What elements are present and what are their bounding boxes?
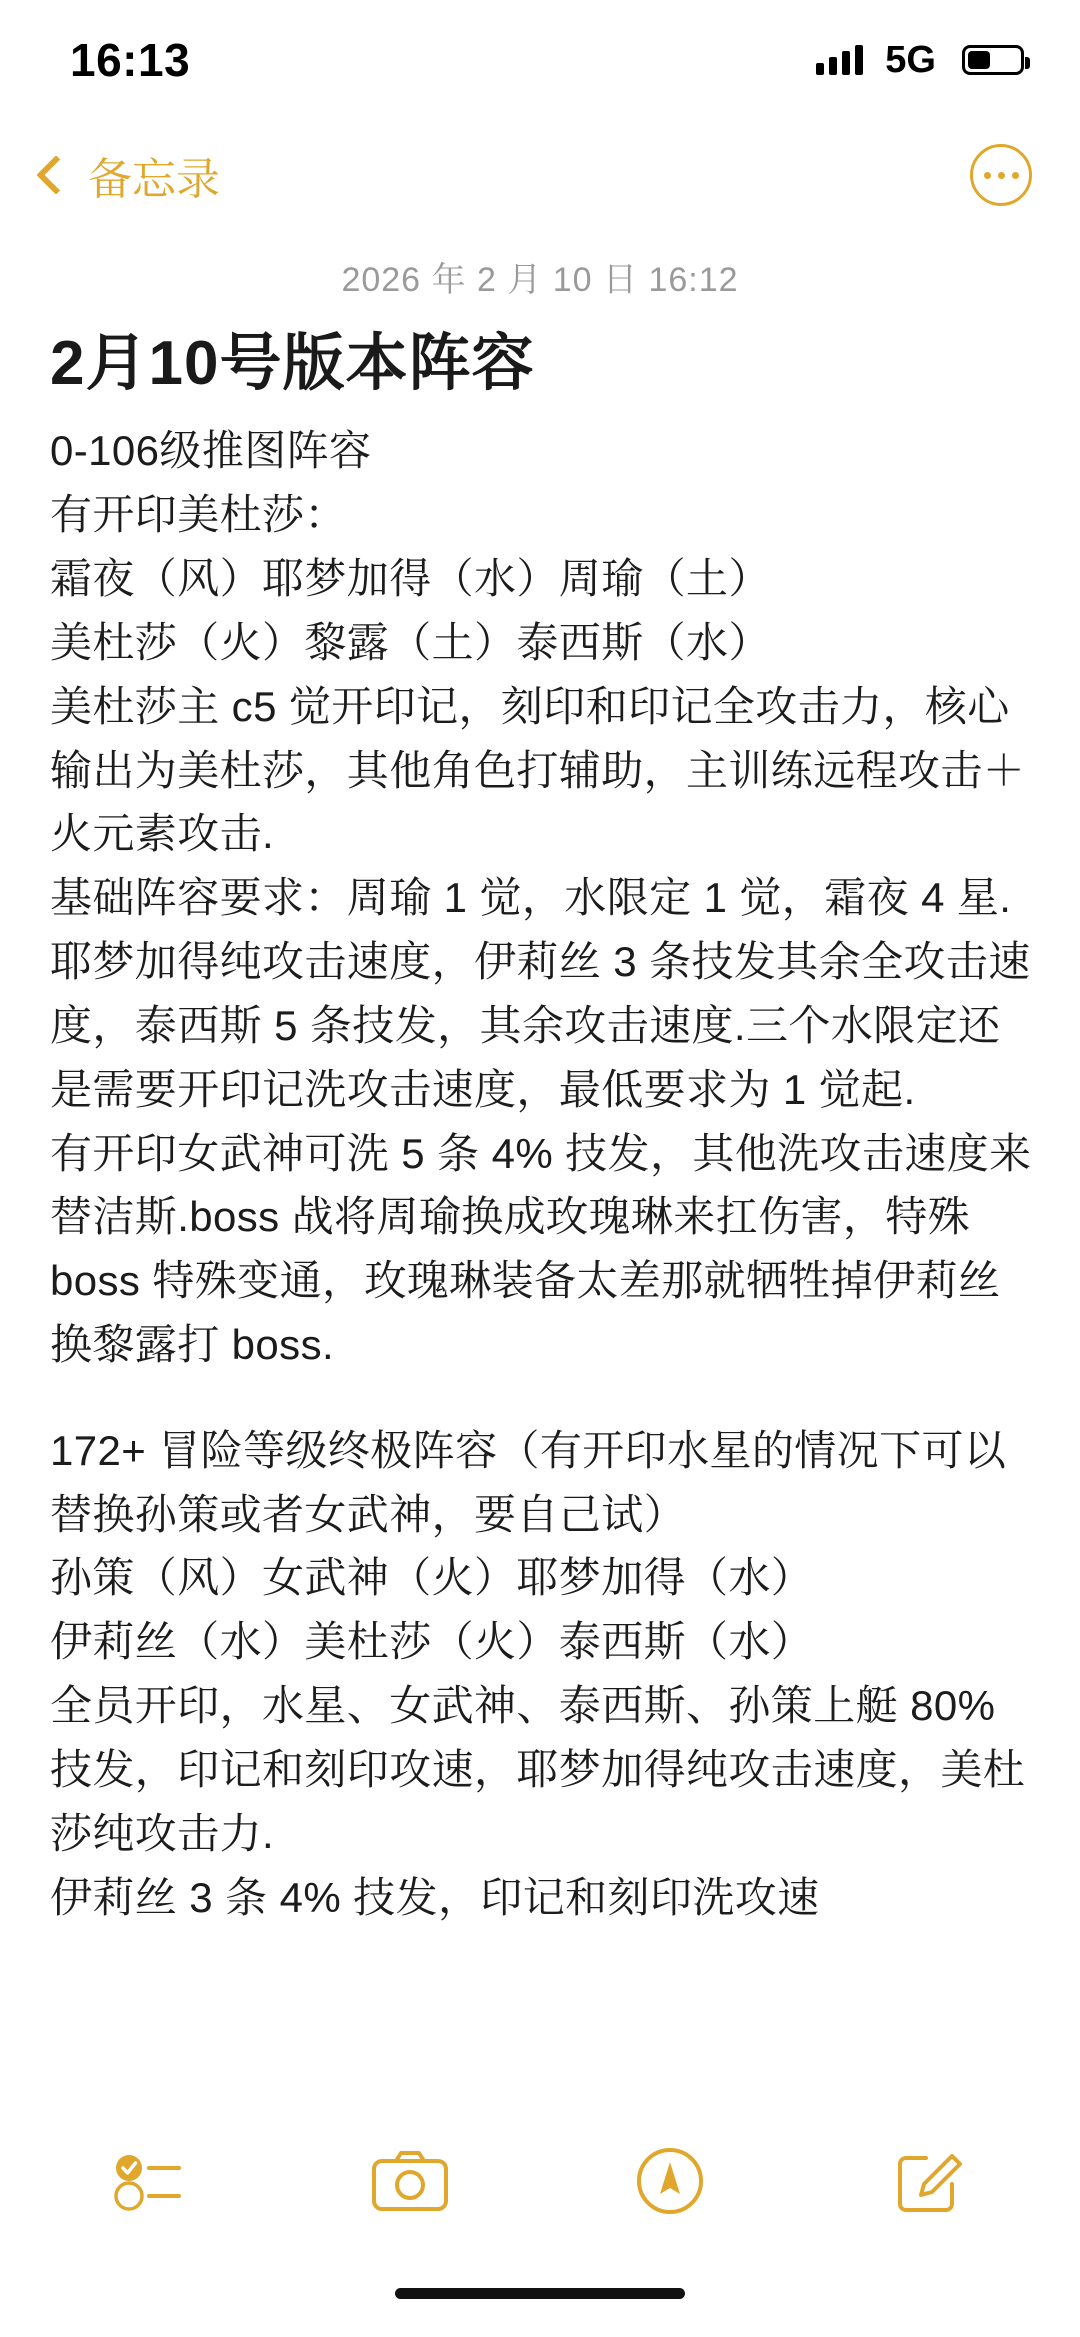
status-time: 16:13	[70, 34, 191, 86]
note-title: 2月10号版本阵容	[50, 329, 535, 398]
camera-button[interactable]	[355, 2136, 465, 2226]
home-indicator[interactable]	[395, 2288, 685, 2299]
bottom-toolbar	[0, 2121, 1080, 2241]
note-content[interactable]	[0, 252, 1080, 1929]
battery-icon	[962, 45, 1024, 75]
note-body[interactable]	[50, 419, 1034, 1929]
note-paragraph-spacer	[50, 1377, 1034, 1419]
note-paragraph: 伊莉丝 3 条 4% 技发，印记和刻印洗攻速	[50, 1873, 820, 1921]
compose-button[interactable]	[875, 2136, 985, 2226]
note-paragraph: 有开印美杜莎：	[50, 491, 347, 539]
compose-icon	[894, 2146, 966, 2216]
cellular-signal-icon	[816, 45, 863, 75]
note-paragraph: 全员开印，水星、女武神、泰西斯、孙策上艇 80% 技发，印记和刻印攻速，耶梦加得纯攻击速度，美杜莎纯攻击力.	[50, 1682, 1026, 1857]
note-paragraph: 美杜莎（火）黎露（土）泰西斯（水）	[50, 618, 771, 666]
status-bar	[0, 0, 1080, 120]
back-button[interactable]	[30, 143, 220, 207]
note-timestamp: 2026 年 2 月 10 日 16:12	[341, 261, 739, 299]
checklist-icon	[113, 2150, 187, 2212]
note-paragraph: 0-106级推图阵容	[50, 427, 372, 475]
note-paragraph: 美杜莎主 c5 觉开印记，刻印和印记全攻击力，核心输出为美杜莎，其他角色打辅助，主训练远程攻击＋火元素攻击.	[50, 682, 1026, 858]
markup-button[interactable]	[615, 2136, 725, 2226]
chevron-left-icon	[36, 155, 76, 195]
status-indicators	[816, 39, 1024, 82]
camera-icon	[370, 2149, 450, 2213]
back-button-label: 备忘录	[88, 155, 220, 204]
note-paragraph: 基础阵容要求：周瑜 1 觉，水限定 1 觉，霜夜 4 星.耶梦加得纯攻击速度，伊莉丝 3 条技发其余全攻击速度，泰西斯 5 条技发，其余攻击速度.三个水限定还是需要开印记洗攻击速度，最低要求为 1 觉起.	[50, 874, 1031, 1113]
checklist-button[interactable]	[95, 2136, 205, 2226]
note-paragraph: 孙策（风）女武神（火）耶梦加得（水）	[50, 1554, 814, 1602]
more-circle-icon[interactable]	[970, 144, 1032, 206]
note-paragraph: 172+ 冒险等级终极阵容（有开印水星的情况下可以替换孙策或者女武神，要自己试）	[50, 1426, 1007, 1538]
network-type-label: 5G	[885, 38, 936, 81]
markup-pen-icon	[635, 2146, 705, 2216]
note-paragraph: 有开印女武神可洗 5 条 4% 技发，其他洗攻击速度来替洁斯.boss 战将周瑜换成玫瑰琳来扛伤害，特殊 boss 特殊变通，玫瑰琳装备太差那就牺牲掉伊莉丝换黎露打 boss.	[50, 1129, 1032, 1368]
navigation-bar	[0, 120, 1080, 230]
note-paragraph: 霜夜（风）耶梦加得（水）周瑜（土）	[50, 555, 771, 603]
note-paragraph: 伊莉丝（水）美杜莎（火）泰西斯（水）	[50, 1618, 814, 1666]
